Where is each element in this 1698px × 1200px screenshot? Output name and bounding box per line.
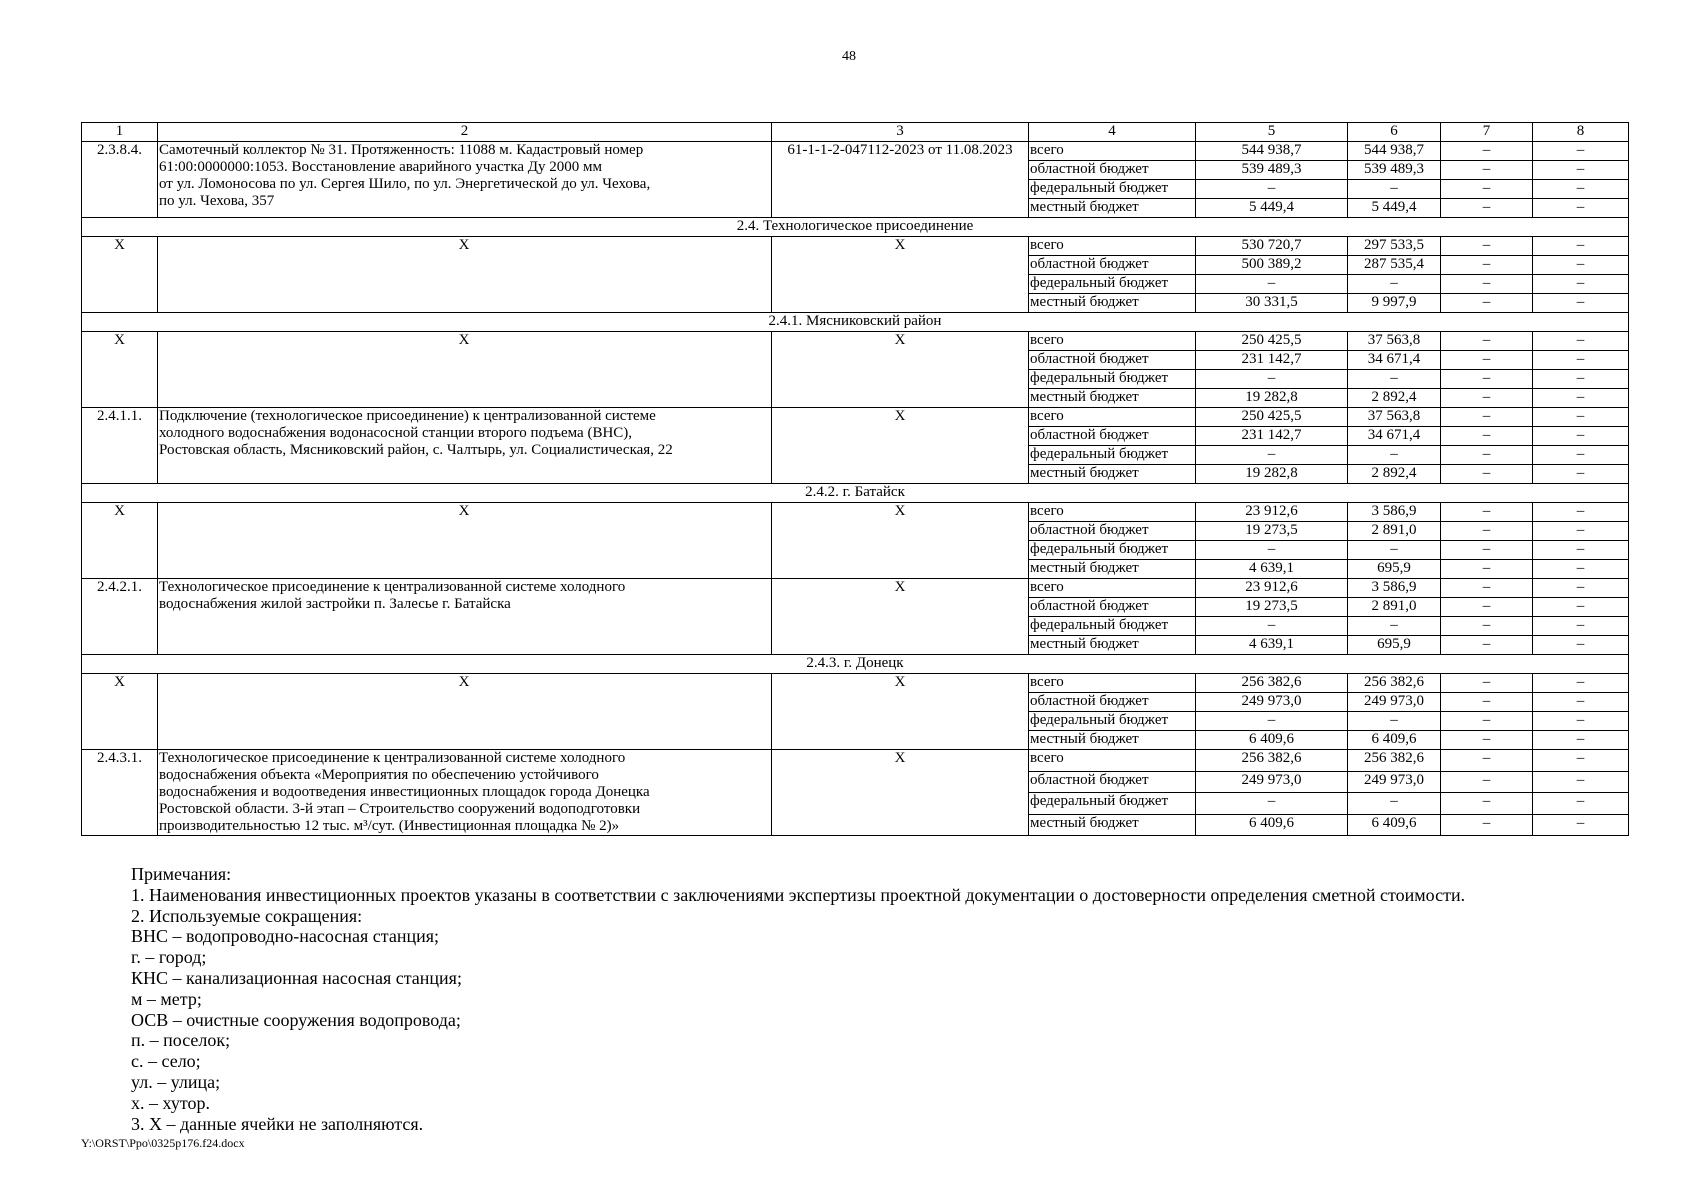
funding-source: местный бюджет bbox=[1029, 199, 1196, 218]
value-col5: 6 409,6 bbox=[1196, 814, 1348, 836]
table-row bbox=[82, 579, 1629, 598]
row-code: Х bbox=[82, 332, 158, 408]
expertise-conclusion: Х bbox=[772, 579, 1029, 655]
table-row bbox=[82, 750, 1629, 772]
value-col8: – bbox=[1533, 446, 1629, 465]
project-name bbox=[158, 579, 772, 655]
note-line: м – метр; bbox=[131, 988, 202, 1009]
value-col7: – bbox=[1441, 237, 1533, 256]
value-col6: 2 892,4 bbox=[1348, 389, 1441, 408]
value-col5: 4 639,1 bbox=[1196, 560, 1348, 579]
value-col7: – bbox=[1441, 598, 1533, 617]
funding-source: всего bbox=[1029, 503, 1196, 522]
value-col5: – bbox=[1196, 541, 1348, 560]
table-row bbox=[82, 237, 1629, 256]
project-name-line: Технологическое присоединение к централизованной системе холодного bbox=[159, 579, 626, 595]
value-col6: – bbox=[1348, 180, 1441, 199]
expertise-conclusion: Х bbox=[772, 750, 1029, 836]
value-col8: – bbox=[1533, 674, 1629, 693]
value-col8: – bbox=[1533, 793, 1629, 815]
value-col8: – bbox=[1533, 712, 1629, 731]
value-col7: – bbox=[1441, 541, 1533, 560]
project-name bbox=[158, 142, 772, 218]
value-col6: 6 409,6 bbox=[1348, 814, 1441, 836]
value-col7: – bbox=[1441, 294, 1533, 313]
value-col7: – bbox=[1441, 771, 1533, 793]
note-line: ВНС – водопроводно-насосная станция; bbox=[131, 926, 439, 947]
budget-table bbox=[81, 122, 1629, 836]
expertise-conclusion: Х bbox=[772, 503, 1029, 579]
value-col8: – bbox=[1533, 814, 1629, 836]
value-col8: – bbox=[1533, 560, 1629, 579]
value-col8: – bbox=[1533, 617, 1629, 636]
value-col6: – bbox=[1348, 370, 1441, 389]
section-title: 2.4.3. г. Донецк bbox=[82, 655, 1629, 674]
value-col7: – bbox=[1441, 793, 1533, 815]
header-cell: 7 bbox=[1441, 123, 1533, 142]
value-col7: – bbox=[1441, 161, 1533, 180]
row-code: Х bbox=[82, 503, 158, 579]
value-col8: – bbox=[1533, 237, 1629, 256]
header-cell: 4 bbox=[1029, 123, 1196, 142]
section-row bbox=[82, 218, 1629, 237]
value-col5: 23 912,6 bbox=[1196, 503, 1348, 522]
header-cell: 2 bbox=[158, 123, 772, 142]
project-name-line: Х bbox=[458, 674, 470, 690]
value-col7: – bbox=[1441, 275, 1533, 294]
project-name-line: Х bbox=[458, 332, 470, 348]
value-col8: – bbox=[1533, 408, 1629, 427]
value-col5: – bbox=[1196, 446, 1348, 465]
note-line: с. – село; bbox=[131, 1051, 201, 1072]
project-name-line: от ул. Ломоносова по ул. Сергея Шило, по ул. Энергетической до ул. Чехова, bbox=[159, 176, 651, 192]
value-col7: – bbox=[1441, 731, 1533, 750]
value-col5: 250 425,5 bbox=[1196, 408, 1348, 427]
project-name-line: по ул. Чехова, 357 bbox=[159, 193, 275, 209]
value-col5: 256 382,6 bbox=[1196, 750, 1348, 772]
value-col7: – bbox=[1441, 674, 1533, 693]
table-row bbox=[82, 332, 1629, 351]
value-col6: 37 563,8 bbox=[1348, 408, 1441, 427]
value-col8: – bbox=[1533, 579, 1629, 598]
value-col8: – bbox=[1533, 427, 1629, 446]
value-col5: 5 449,4 bbox=[1196, 199, 1348, 218]
value-col7: – bbox=[1441, 636, 1533, 655]
value-col8: – bbox=[1533, 161, 1629, 180]
expertise-conclusion: Х bbox=[772, 237, 1029, 313]
value-col7: – bbox=[1441, 370, 1533, 389]
note-line: ул. – улица; bbox=[131, 1071, 221, 1092]
header-cell: 1 bbox=[82, 123, 158, 142]
funding-source: всего bbox=[1029, 408, 1196, 427]
expertise-conclusion: 61-1-1-2-047112-2023 от 11.08.2023 bbox=[772, 142, 1029, 218]
value-col5: 249 973,0 bbox=[1196, 771, 1348, 793]
funding-source: федеральный бюджет bbox=[1029, 712, 1196, 731]
row-code: Х bbox=[82, 237, 158, 313]
funding-source: местный бюджет bbox=[1029, 560, 1196, 579]
value-col6: 544 938,7 bbox=[1348, 142, 1441, 161]
funding-source: областной бюджет bbox=[1029, 693, 1196, 712]
header-cell: 5 bbox=[1196, 123, 1348, 142]
funding-source: местный бюджет bbox=[1029, 389, 1196, 408]
funding-source: всего bbox=[1029, 237, 1196, 256]
funding-source: федеральный бюджет bbox=[1029, 180, 1196, 199]
funding-source: всего bbox=[1029, 674, 1196, 693]
value-col7: – bbox=[1441, 617, 1533, 636]
value-col5: 19 273,5 bbox=[1196, 522, 1348, 541]
project-name bbox=[158, 332, 772, 408]
value-col5: – bbox=[1196, 370, 1348, 389]
funding-source: всего bbox=[1029, 750, 1196, 772]
funding-source: областной бюджет bbox=[1029, 427, 1196, 446]
table-header-row bbox=[82, 123, 1629, 142]
value-col6: 2 892,4 bbox=[1348, 465, 1441, 484]
value-col6: 695,9 bbox=[1348, 636, 1441, 655]
page-number: 48 bbox=[842, 49, 856, 64]
value-col8: – bbox=[1533, 693, 1629, 712]
value-col8: – bbox=[1533, 731, 1629, 750]
value-col7: – bbox=[1441, 199, 1533, 218]
project-name bbox=[158, 674, 772, 750]
value-col8: – bbox=[1533, 771, 1629, 793]
table-row bbox=[82, 674, 1629, 693]
expertise-conclusion: Х bbox=[772, 332, 1029, 408]
project-name-line: водоснабжения объекта «Мероприятия по обеспечению устойчивого bbox=[159, 767, 599, 783]
project-name-line: водоснабжения жилой застройки п. Залесье г. Батайска bbox=[159, 596, 511, 612]
note-line: 3. Х – данные ячейки не заполняются. bbox=[131, 1113, 424, 1134]
value-col7: – bbox=[1441, 389, 1533, 408]
funding-source: всего bbox=[1029, 579, 1196, 598]
value-col6: 249 973,0 bbox=[1348, 771, 1441, 793]
value-col8: – bbox=[1533, 275, 1629, 294]
project-name-line: Ростовская область, Мясниковский район, с. Чалтырь, ул. Социалистическая, 22 bbox=[159, 442, 673, 458]
value-col7: – bbox=[1441, 693, 1533, 712]
value-col6: 287 535,4 bbox=[1348, 256, 1441, 275]
funding-source: областной бюджет bbox=[1029, 256, 1196, 275]
value-col6: 6 409,6 bbox=[1348, 731, 1441, 750]
value-col5: 6 409,6 bbox=[1196, 731, 1348, 750]
funding-source: местный бюджет bbox=[1029, 294, 1196, 313]
project-name bbox=[158, 750, 772, 836]
section-row bbox=[82, 313, 1629, 332]
section-title: 2.4.1. Мясниковский район bbox=[82, 313, 1629, 332]
funding-source: местный бюджет bbox=[1029, 636, 1196, 655]
project-name-line: Ростовской области. 3-й этап – Строительство сооружений водоподготовки bbox=[159, 801, 641, 817]
value-col7: – bbox=[1441, 332, 1533, 351]
value-col7: – bbox=[1441, 750, 1533, 772]
value-col6: – bbox=[1348, 617, 1441, 636]
funding-source: областной бюджет bbox=[1029, 598, 1196, 617]
value-col8: – bbox=[1533, 180, 1629, 199]
project-name bbox=[158, 503, 772, 579]
note-line: 2. Используемые сокращения: bbox=[131, 905, 363, 926]
value-col6: 3 586,9 bbox=[1348, 503, 1441, 522]
value-col8: – bbox=[1533, 636, 1629, 655]
value-col5: 19 273,5 bbox=[1196, 598, 1348, 617]
value-col8: – bbox=[1533, 370, 1629, 389]
value-col5: 539 489,3 bbox=[1196, 161, 1348, 180]
value-col5: 249 973,0 bbox=[1196, 693, 1348, 712]
value-col7: – bbox=[1441, 446, 1533, 465]
value-col6: 256 382,6 bbox=[1348, 674, 1441, 693]
project-name bbox=[158, 408, 772, 484]
value-col5: 256 382,6 bbox=[1196, 674, 1348, 693]
project-name-line: Х bbox=[458, 237, 470, 253]
value-col5: 231 142,7 bbox=[1196, 351, 1348, 370]
value-col5: – bbox=[1196, 180, 1348, 199]
value-col7: – bbox=[1441, 814, 1533, 836]
note-line: г. – город; bbox=[131, 947, 207, 968]
value-col7: – bbox=[1441, 408, 1533, 427]
funding-source: местный бюджет bbox=[1029, 731, 1196, 750]
value-col7: – bbox=[1441, 522, 1533, 541]
row-code: 2.4.3.1. bbox=[82, 750, 158, 836]
value-col8: – bbox=[1533, 541, 1629, 560]
funding-source: областной бюджет bbox=[1029, 351, 1196, 370]
value-col5: – bbox=[1196, 617, 1348, 636]
project-name-line: производительностью 12 тыс. м³/сут. (Инвестиционная площадка № 2)» bbox=[159, 818, 620, 834]
value-col6: 3 586,9 bbox=[1348, 579, 1441, 598]
project-name-line: водоснабжения и водоотведения инвестиционных площадок города Донецка bbox=[159, 784, 650, 800]
note-line: х. – хутор. bbox=[131, 1092, 210, 1113]
value-col6: 5 449,4 bbox=[1348, 199, 1441, 218]
value-col7: – bbox=[1441, 465, 1533, 484]
value-col7: – bbox=[1441, 712, 1533, 731]
value-col6: – bbox=[1348, 275, 1441, 294]
value-col5: 530 720,7 bbox=[1196, 237, 1348, 256]
value-col5: 500 389,2 bbox=[1196, 256, 1348, 275]
expertise-conclusion: Х bbox=[772, 674, 1029, 750]
value-col5: 19 282,8 bbox=[1196, 465, 1348, 484]
value-col5: 544 938,7 bbox=[1196, 142, 1348, 161]
value-col5: – bbox=[1196, 793, 1348, 815]
funding-source: федеральный бюджет bbox=[1029, 370, 1196, 389]
value-col8: – bbox=[1533, 465, 1629, 484]
value-col6: 256 382,6 bbox=[1348, 750, 1441, 772]
value-col8: – bbox=[1533, 522, 1629, 541]
funding-source: федеральный бюджет bbox=[1029, 446, 1196, 465]
value-col5: 231 142,7 bbox=[1196, 427, 1348, 446]
note-line: ОСВ – очистные сооружения водопровода; bbox=[131, 1009, 461, 1030]
section-title: 2.4. Технологическое присоединение bbox=[82, 218, 1629, 237]
value-col5: – bbox=[1196, 712, 1348, 731]
value-col8: – bbox=[1533, 598, 1629, 617]
expertise-conclusion: Х bbox=[772, 408, 1029, 484]
value-col8: – bbox=[1533, 389, 1629, 408]
value-col8: – bbox=[1533, 750, 1629, 772]
value-col8: – bbox=[1533, 351, 1629, 370]
value-col6: 695,9 bbox=[1348, 560, 1441, 579]
funding-source: областной бюджет bbox=[1029, 771, 1196, 793]
value-col6: 34 671,4 bbox=[1348, 351, 1441, 370]
notes-block bbox=[131, 864, 1651, 1134]
value-col7: – bbox=[1441, 503, 1533, 522]
value-col7: – bbox=[1441, 180, 1533, 199]
value-col7: – bbox=[1441, 142, 1533, 161]
value-col6: 2 891,0 bbox=[1348, 522, 1441, 541]
value-col5: – bbox=[1196, 275, 1348, 294]
header-cell: 3 bbox=[772, 123, 1029, 142]
note-line: п. – поселок; bbox=[131, 1030, 231, 1051]
value-col7: – bbox=[1441, 351, 1533, 370]
value-col8: – bbox=[1533, 199, 1629, 218]
project-name-line: холодного водоснабжения водонасосной станции второго подъема (ВНС), bbox=[159, 425, 633, 441]
value-col6: 34 671,4 bbox=[1348, 427, 1441, 446]
funding-source: областной бюджет bbox=[1029, 522, 1196, 541]
table-row bbox=[82, 142, 1629, 161]
section-row bbox=[82, 655, 1629, 674]
project-name-line: 61:00:0000000:1053. Восстановление аварийного участка Ду 2000 мм bbox=[159, 159, 603, 175]
note-line: 1. Наименования инвестиционных проектов указаны в соответствии с заключениями экспертизы проектной документации о достоверности определения сметной стоимости. bbox=[131, 884, 1466, 905]
value-col6: – bbox=[1348, 793, 1441, 815]
project-name-line: Х bbox=[458, 503, 470, 519]
project-name-line: Подключение (технологическое присоединение) к централизованной системе bbox=[159, 408, 656, 424]
value-col8: – bbox=[1533, 294, 1629, 313]
funding-source: федеральный бюджет bbox=[1029, 541, 1196, 560]
value-col5: 30 331,5 bbox=[1196, 294, 1348, 313]
row-code: 2.4.2.1. bbox=[82, 579, 158, 655]
funding-source: федеральный бюджет bbox=[1029, 793, 1196, 815]
project-name-line: Технологическое присоединение к централизованной системе холодного bbox=[159, 750, 626, 766]
section-title: 2.4.2. г. Батайск bbox=[82, 484, 1629, 503]
value-col6: 297 533,5 bbox=[1348, 237, 1441, 256]
section-row bbox=[82, 484, 1629, 503]
value-col5: 23 912,6 bbox=[1196, 579, 1348, 598]
table-row bbox=[82, 408, 1629, 427]
funding-source: местный бюджет bbox=[1029, 465, 1196, 484]
header-cell: 8 bbox=[1533, 123, 1629, 142]
project-name bbox=[158, 237, 772, 313]
funding-source: федеральный бюджет bbox=[1029, 617, 1196, 636]
funding-source: всего bbox=[1029, 142, 1196, 161]
value-col6: 539 489,3 bbox=[1348, 161, 1441, 180]
value-col6: – bbox=[1348, 712, 1441, 731]
value-col6: 249 973,0 bbox=[1348, 693, 1441, 712]
value-col8: – bbox=[1533, 332, 1629, 351]
value-col5: 250 425,5 bbox=[1196, 332, 1348, 351]
row-code: 2.4.1.1. bbox=[82, 408, 158, 484]
value-col7: – bbox=[1441, 579, 1533, 598]
funding-source: федеральный бюджет bbox=[1029, 275, 1196, 294]
file-path: Y:\ORST\Ppo\0325p176.f24.docx bbox=[81, 1136, 245, 1150]
notes-title: Примечания: bbox=[131, 864, 232, 884]
value-col5: 19 282,8 bbox=[1196, 389, 1348, 408]
notes-list bbox=[131, 885, 1651, 1135]
value-col5: 4 639,1 bbox=[1196, 636, 1348, 655]
project-name-line: Самотечный коллектор № 31. Протяженность: 11088 м. Кадастровый номер bbox=[159, 142, 644, 158]
value-col7: – bbox=[1441, 427, 1533, 446]
value-col6: 37 563,8 bbox=[1348, 332, 1441, 351]
header-cell: 6 bbox=[1348, 123, 1441, 142]
note-line: КНС – канализационная насосная станция; bbox=[131, 967, 462, 988]
value-col8: – bbox=[1533, 503, 1629, 522]
value-col6: – bbox=[1348, 541, 1441, 560]
value-col6: 2 891,0 bbox=[1348, 598, 1441, 617]
funding-source: всего bbox=[1029, 332, 1196, 351]
table-row bbox=[82, 503, 1629, 522]
row-code: Х bbox=[82, 674, 158, 750]
value-col8: – bbox=[1533, 142, 1629, 161]
value-col7: – bbox=[1441, 256, 1533, 275]
value-col6: 9 997,9 bbox=[1348, 294, 1441, 313]
row-code: 2.3.8.4. bbox=[82, 142, 158, 218]
value-col6: – bbox=[1348, 446, 1441, 465]
value-col8: – bbox=[1533, 256, 1629, 275]
funding-source: местный бюджет bbox=[1029, 814, 1196, 836]
funding-source: областной бюджет bbox=[1029, 161, 1196, 180]
value-col7: – bbox=[1441, 560, 1533, 579]
